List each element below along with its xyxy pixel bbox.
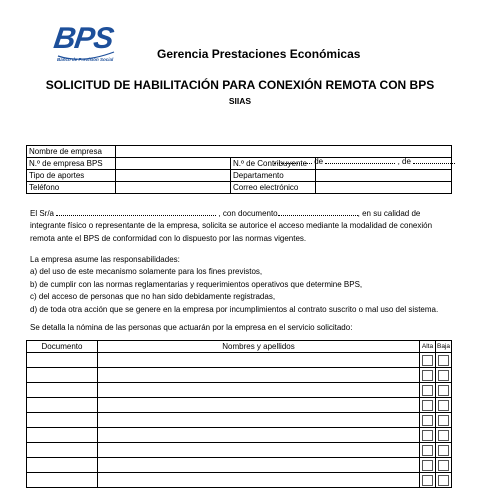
label-numero-contribuyente: N.º de Contribuyente [231, 158, 316, 170]
alta-checkbox[interactable] [422, 460, 433, 471]
baja-checkbox[interactable] [438, 460, 449, 471]
alta-cell [420, 398, 436, 413]
label-nombre-empresa: Nombre de empresa [27, 146, 116, 158]
nombre-cell[interactable] [98, 428, 420, 443]
alta-cell [420, 443, 436, 458]
bps-logo-subtitle: Banco de Previsión Social [57, 57, 114, 62]
input-numero-empresa[interactable] [116, 158, 231, 170]
col-documento: Documento [27, 341, 98, 353]
documento-cell[interactable] [27, 413, 98, 428]
request-paragraph [30, 207, 455, 245]
calidad-label: , en su calidad de [357, 209, 421, 218]
alta-checkbox[interactable] [422, 370, 433, 381]
documento-cell[interactable] [27, 383, 98, 398]
people-table [26, 340, 452, 488]
company-info-table [26, 145, 452, 194]
nombre-cell[interactable] [98, 353, 420, 368]
table-row [27, 398, 452, 413]
baja-cell [436, 458, 452, 473]
baja-checkbox[interactable] [438, 430, 449, 441]
baja-cell [436, 443, 452, 458]
baja-cell [436, 413, 452, 428]
documento-cell[interactable] [27, 368, 98, 383]
baja-cell [436, 428, 452, 443]
alta-checkbox[interactable] [422, 475, 433, 486]
table-row [27, 443, 452, 458]
input-numero-contribuyente[interactable] [316, 158, 452, 170]
baja-cell [436, 473, 452, 488]
alta-checkbox[interactable] [422, 445, 433, 456]
input-nombre-empresa[interactable] [116, 146, 452, 158]
nombre-cell[interactable] [98, 413, 420, 428]
alta-checkbox[interactable] [422, 385, 433, 396]
sr-name-field[interactable] [56, 207, 216, 216]
responsibility-d: d) de toda otra acción que se genere en la empresa por incumplimientos al contrato suscrito o mal uso del sistema. [30, 304, 439, 314]
nombre-cell[interactable] [98, 368, 420, 383]
baja-checkbox[interactable] [438, 370, 449, 381]
label-tipo-aportes: Tipo de aportes [27, 170, 116, 182]
nomina-intro: Se detalla la nómina de las personas que actuarán por la empresa en el servicio solicitado: [30, 323, 353, 332]
alta-cell [420, 473, 436, 488]
label-telefono: Teléfono [27, 182, 116, 194]
baja-checkbox[interactable] [438, 400, 449, 411]
form-subtitle: SIIAS [228, 96, 252, 106]
documento-cell[interactable] [27, 458, 98, 473]
responsibility-c: c) del acceso de personas que no han sido debidamente registradas, [30, 292, 276, 302]
alta-checkbox[interactable] [422, 355, 433, 366]
baja-cell [436, 398, 452, 413]
baja-checkbox[interactable] [438, 475, 449, 486]
baja-checkbox[interactable] [438, 385, 449, 396]
bps-logo: BPS [51, 22, 116, 55]
documento-cell[interactable] [27, 428, 98, 443]
input-departamento[interactable] [316, 170, 452, 182]
alta-checkbox[interactable] [422, 400, 433, 411]
nombre-cell[interactable] [98, 473, 420, 488]
col-baja: Baja [436, 341, 452, 353]
baja-cell [436, 353, 452, 368]
table-row [27, 368, 452, 383]
label-correo: Correo electrónico [231, 182, 316, 194]
alta-cell [420, 353, 436, 368]
date-de-label: de [314, 157, 324, 166]
documento-cell[interactable] [27, 443, 98, 458]
documento-cell[interactable] [27, 473, 98, 488]
documento-cell[interactable] [27, 398, 98, 413]
alta-cell [420, 383, 436, 398]
nombre-cell[interactable] [98, 443, 420, 458]
alta-cell [420, 458, 436, 473]
alta-cell [420, 368, 436, 383]
table-row [27, 473, 452, 488]
input-telefono[interactable] [116, 182, 231, 194]
baja-checkbox[interactable] [438, 355, 449, 366]
sr-label: El Sr/a [30, 209, 55, 218]
baja-cell [436, 383, 452, 398]
label-numero-empresa: N.º de empresa BPS [27, 158, 116, 170]
label-departamento: Departamento [231, 170, 316, 182]
alta-checkbox[interactable] [422, 415, 433, 426]
people-table-header [27, 341, 452, 353]
nombre-cell[interactable] [98, 398, 420, 413]
table-row [27, 428, 452, 443]
baja-checkbox[interactable] [438, 445, 449, 456]
table-row [27, 383, 452, 398]
alta-cell [420, 413, 436, 428]
responsibility-a: a) del uso de este mecanismo solamente para los fines previstos, [30, 267, 263, 277]
table-row [27, 353, 452, 368]
alta-checkbox[interactable] [422, 430, 433, 441]
col-nombres: Nombres y apellidos [98, 341, 420, 353]
responsibility-b: b) de cumplir con las normas reglamentarias y requerimientos operativos que determine BPS, [30, 279, 363, 289]
responsibilities-intro: La empresa asume las responsabilidades: [30, 255, 180, 264]
form-title: SOLICITUD DE HABILITACIÓN PARA CONEXIÓN REMOTA CON BPS [45, 78, 435, 92]
documento-cell[interactable] [27, 353, 98, 368]
documento-field[interactable] [278, 207, 358, 216]
table-row [27, 413, 452, 428]
nombre-cell[interactable] [98, 458, 420, 473]
nombre-cell[interactable] [98, 383, 420, 398]
responsibilities-list [30, 254, 455, 316]
table-row [27, 458, 452, 473]
input-tipo-aportes[interactable] [116, 170, 231, 182]
baja-checkbox[interactable] [438, 415, 449, 426]
alta-cell [420, 428, 436, 443]
documento-label: , con documento [218, 209, 278, 218]
baja-cell [436, 368, 452, 383]
input-correo[interactable] [316, 182, 452, 194]
date-de-year-label: , de [397, 157, 411, 166]
request-text: integrante físico o representante de la empresa, solicita se autorice el acceso mediante la modalidad de conexión remota ante el BPS de conformidad con lo dispuesto por las normas vigentes. [30, 221, 433, 243]
col-alta: Alta [420, 341, 436, 353]
organization-name: Gerencia Prestaciones Económicas [157, 47, 361, 61]
